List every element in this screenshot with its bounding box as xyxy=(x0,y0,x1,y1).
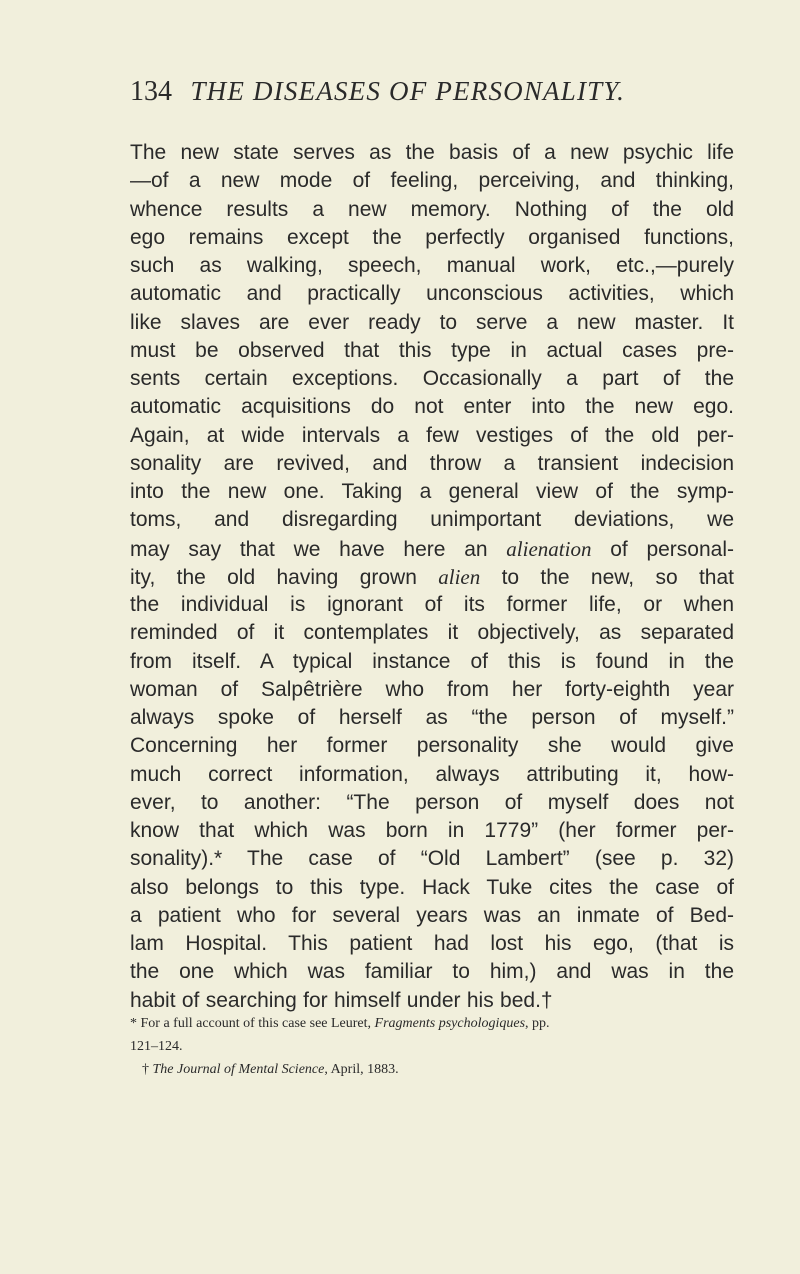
text-line xyxy=(130,704,734,732)
text-line xyxy=(130,732,734,760)
text-line xyxy=(130,845,734,873)
footnote-1 xyxy=(130,1012,734,1035)
footnote-2-mark: † xyxy=(142,1062,153,1077)
text-line xyxy=(130,224,734,252)
text-segment: know that which was born in 1779” (her former per- xyxy=(130,819,734,842)
italic-term: alien xyxy=(438,564,481,589)
text-segment: much correct information, always attributing it, how- xyxy=(130,762,734,786)
text-line xyxy=(130,252,734,280)
footnote-2-title: The Journal of Mental Science xyxy=(152,1062,325,1077)
text-line xyxy=(130,761,734,789)
body-paragraph xyxy=(130,139,734,1015)
text-segment: the one which was familiar to him,) and was in the xyxy=(130,960,734,984)
text-line xyxy=(130,535,734,563)
text-segment: such as walking, speech, manual work, etc.,—purely xyxy=(130,254,734,277)
text-segment: like slaves are ever ready to serve a new master. It xyxy=(130,310,734,334)
text-segment: The new state serves as the basis of a new psychic life xyxy=(130,141,734,164)
footnote-1-title: Fragments psychologiques xyxy=(374,1016,526,1031)
text-line xyxy=(130,648,734,676)
text-segment: reminded of it contemplates it objectively, as separated xyxy=(130,621,734,645)
text-segment: from itself. A typical instance of this is found in the xyxy=(130,649,734,673)
text-line xyxy=(130,167,734,195)
text-line xyxy=(130,139,734,167)
text-line xyxy=(130,450,734,478)
text-line xyxy=(130,280,734,308)
italic-term: alienation xyxy=(506,536,592,561)
text-segment: lam Hospital. This patient had lost his ego, (that is xyxy=(130,932,734,955)
text-line xyxy=(130,196,734,224)
footnotes xyxy=(130,1012,734,1081)
text-line xyxy=(130,958,734,986)
text-segment: to the new, so that xyxy=(480,565,734,589)
text-line xyxy=(130,789,734,817)
text-line xyxy=(130,591,734,619)
text-line xyxy=(130,309,734,337)
text-segment: toms, and disregarding unimportant deviations, we xyxy=(130,508,734,532)
text-line xyxy=(130,817,734,845)
text-line xyxy=(130,619,734,647)
text-segment: woman of Salpêtrière who from her forty-eighth year xyxy=(130,677,734,701)
text-segment: into the new one. Taking a general view of the symp- xyxy=(130,480,734,503)
text-segment: also belongs to this type. Hack Tuke cites the case of xyxy=(130,875,734,899)
running-title: THE DISEASES OF PERSONALITY. xyxy=(190,76,626,106)
footnote-2-date: , April, 1883. xyxy=(324,1062,399,1077)
text-segment: ever, to another: “The person of myself does not xyxy=(130,790,734,814)
text-line xyxy=(130,422,734,450)
text-segment: whence results a new memory. Nothing of the old xyxy=(130,197,734,221)
text-segment: of personal- xyxy=(591,537,734,561)
text-line xyxy=(130,478,734,506)
text-line xyxy=(130,337,734,365)
text-segment: a patient who for several years was an inmate of Bed- xyxy=(130,903,734,927)
text-segment: may say that we have here an xyxy=(130,537,507,561)
text-segment: sents certain exceptions. Occasionally a part of the xyxy=(130,367,734,390)
running-head xyxy=(130,76,750,116)
text-segment: the individual is ignorant of its former life, or when xyxy=(130,593,734,616)
text-segment: automatic acquisitions do not enter into the new ego. xyxy=(130,395,734,419)
text-line xyxy=(130,365,734,393)
text-line xyxy=(130,930,734,958)
footnote-1-continued: 121–124. xyxy=(130,1039,183,1054)
text-line xyxy=(130,506,734,534)
text-line xyxy=(130,676,734,704)
text-segment: ity, the old having grown xyxy=(130,565,439,589)
footnote-1-pages: , pp. xyxy=(525,1016,550,1031)
text-segment: must be observed that this type in actual cases pre- xyxy=(130,338,734,362)
text-line xyxy=(130,393,734,421)
page-number: 134 xyxy=(130,76,172,107)
text-line xyxy=(130,902,734,930)
footnote-1-text: * For a full account of this case see Leuret, xyxy=(130,1016,375,1031)
text-segment: always spoke of herself as “the person of myself.” xyxy=(130,706,734,729)
text-segment: sonality are revived, and throw a transient indecision xyxy=(130,451,734,475)
text-segment: —of a new mode of feeling, perceiving, and thinking, xyxy=(130,169,734,193)
text-line xyxy=(130,563,734,591)
text-segment: Concerning her former personality she would give xyxy=(130,734,734,758)
text-segment: sonality).* The case of “Old Lambert” (see p. 32) xyxy=(130,847,734,871)
text-segment: ego remains except the perfectly organised functions, xyxy=(130,225,734,249)
text-segment: automatic and practically unconscious activities, which xyxy=(130,282,734,306)
footnote-2 xyxy=(130,1058,734,1081)
text-line xyxy=(130,987,734,1015)
text-segment: habit of searching for himself under his bed.† xyxy=(130,988,553,1012)
text-line xyxy=(130,874,734,902)
text-segment: Again, at wide intervals a few vestiges of the old per- xyxy=(130,423,734,447)
